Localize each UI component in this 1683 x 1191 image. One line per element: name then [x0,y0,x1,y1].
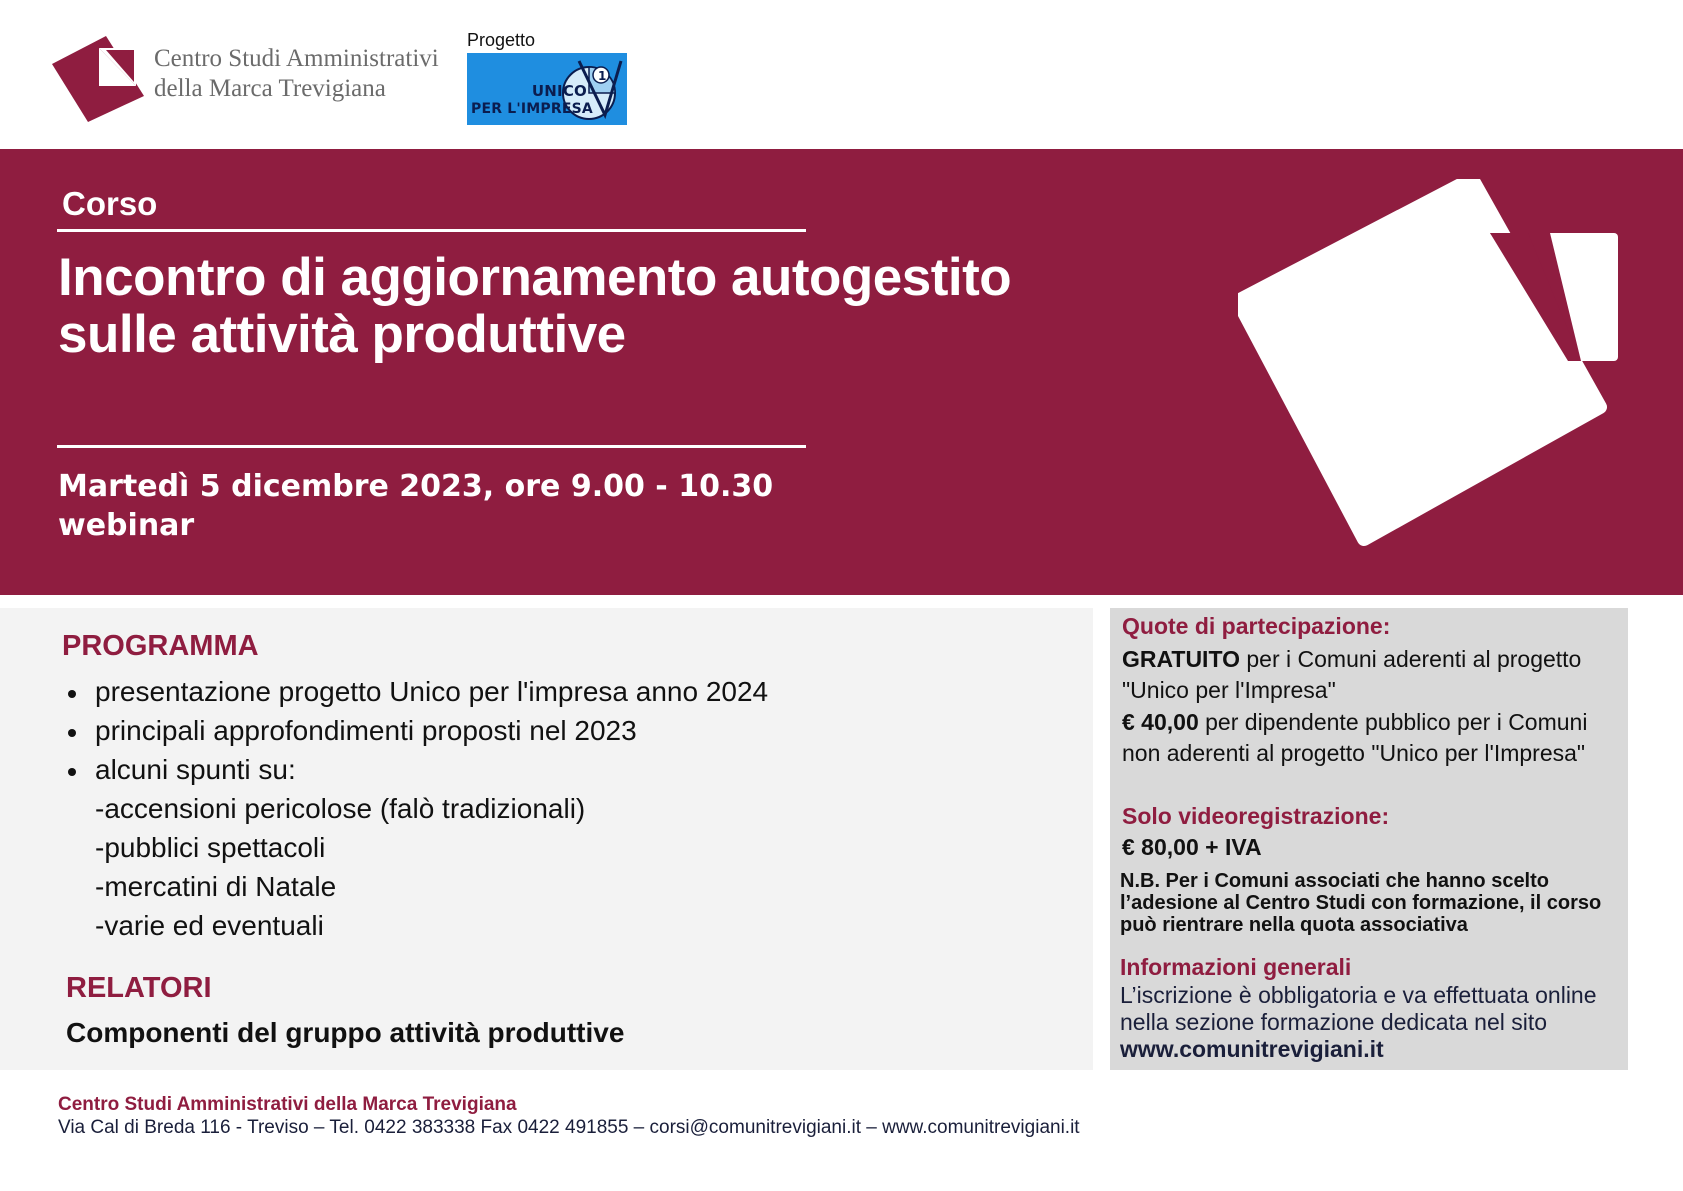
program-subitem: -pubblici spettacoli [95,832,326,863]
unico-logo [467,53,627,125]
org-name-line1: Centro Studi Amministrativi [154,45,439,72]
video-heading: Solo videoregistrazione: [1122,803,1390,829]
info-heading: Informazioni generali [1120,954,1352,980]
course-title-line1: Incontro di aggiornamento autogestito [58,248,1012,307]
speakers-value: Componenti del gruppo attività produttive [66,1017,625,1048]
nb-note: N.B. Per i Comuni associati che hanno scelto l’adesione al Centro Studi con formazione, il corso può rientrare nella quota associativa [1120,870,1602,936]
program-list [64,672,768,945]
course-label: Corso [62,185,158,222]
fees-panel [1110,608,1628,1070]
fee-free-amount: GRATUITO [1122,646,1240,672]
info-text [1120,982,1620,1063]
org-logo-text [154,44,439,104]
program-subitem: -varie ed eventuali [95,910,324,941]
program-item: presentazione progetto Unico per l'impresa anno 2024 [64,672,768,711]
course-date: Martedì 5 dicembre 2023, ore 9.00 - 10.30 [58,469,774,504]
program-item: alcuni spunti su: [64,750,768,789]
program-item: principali approfondimenti proposti nel 2023 [64,711,768,750]
footer-address: Via Cal di Breda 116 - Treviso – Tel. 0422 383338 Fax 0422 491855 – corsi@comunitrevigiani.it – www.comunitrevigiani.it [58,1117,1080,1138]
banner-logo-mark-icon [1238,179,1628,559]
unico-logo-line1: UNICO [531,82,587,100]
course-datetime [58,467,773,545]
program-panel [0,608,1093,1070]
fee-paid-text: per dipendente pubblico per i Comuni non aderenti al progetto "Unico per l'Impresa" [1122,709,1588,766]
org-name-line2: della Marca Trevigiana [154,75,386,102]
course-title-line2: sulle attività produttive [58,305,626,364]
fee-paid-amount: € 40,00 [1122,709,1199,735]
info-site-link[interactable]: www.comunitrevigiani.it [1120,1036,1384,1062]
fees-heading: Quote di partecipazione: [1122,613,1391,639]
fee-free-text: per i Comuni aderenti al progetto "Unico per l'Impresa" [1122,646,1582,703]
top-divider [57,229,806,232]
fee-paid [1122,707,1622,769]
fee-free [1122,644,1622,706]
program-subitem: -mercatini di Natale [95,871,337,902]
progetto-label: Progetto [467,30,536,50]
video-price: € 80,00 + IVA [1122,834,1262,860]
course-mode: webinar [58,508,195,543]
program-subitem: -accensioni pericolose (falò tradizionali) [95,793,586,824]
centro-studi-logo-icon [52,36,144,122]
course-title [58,249,1178,363]
info-body: L’iscrizione è obbligatoria e va effettuata online nella sezione formazione dedicata nel sito [1120,982,1597,1035]
unico-logo-line2: PER L'IMPRESA [471,101,593,117]
speakers-heading: RELATORI [66,972,212,1004]
bottom-divider [57,445,806,448]
footer-org: Centro Studi Amministrativi della Marca Trevigiana [58,1094,517,1115]
course-banner [0,149,1683,595]
svg-text:1: 1 [598,69,607,83]
program-heading: PROGRAMMA [62,630,259,662]
